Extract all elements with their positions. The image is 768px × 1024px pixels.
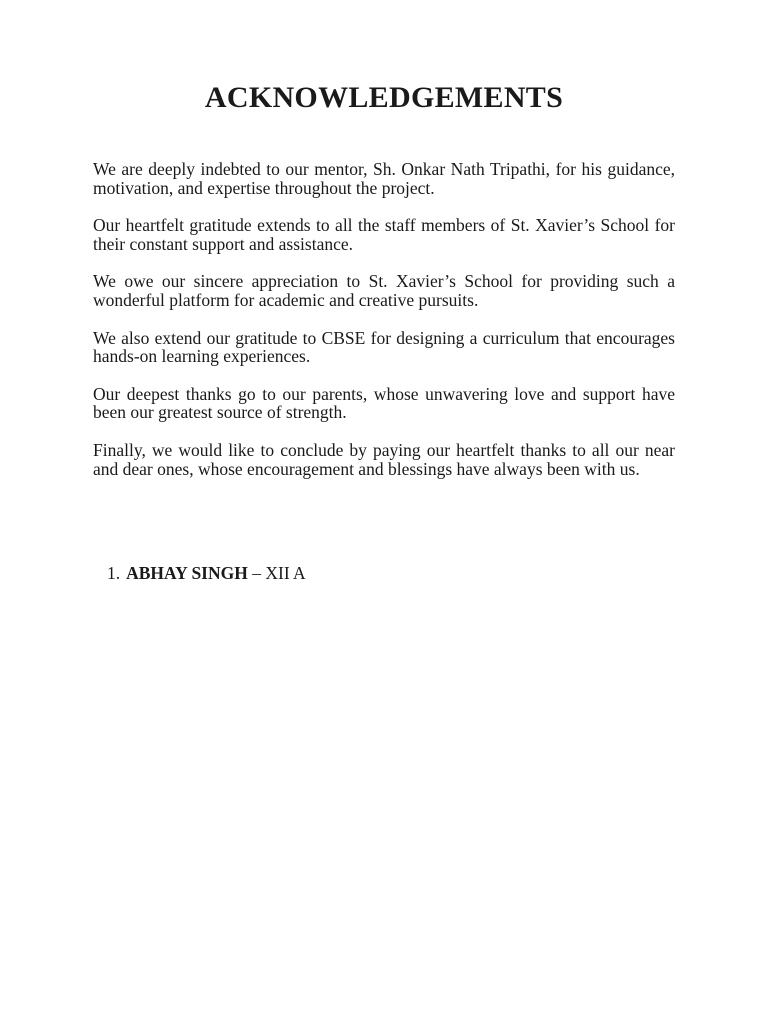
signatory-name: ABHAY SINGH — [126, 563, 248, 583]
paragraph-cbse: We also extend our gratitude to CBSE for designing a curriculum that encourages hands-on learning experiences. — [93, 327, 675, 367]
paragraph-school: We owe our sincere appreciation to St. Xavier’s School for providing such a wonderful platform for academic and creative pursuits. — [93, 271, 675, 310]
page-title: ACKNOWLEDGEMENTS — [204, 81, 564, 114]
signatory-class: XII A — [265, 563, 306, 583]
document-page — [93, 0, 675, 1024]
paragraph-closing: Finally, we would like to conclude by paying our heartfelt thanks to all our near and dear ones, whose encouragement and blessings have always been with us. — [93, 439, 675, 479]
signatory-number: 1. — [107, 563, 121, 583]
signatory-separator: – — [252, 563, 261, 583]
paragraph-staff: Our heartfelt gratitude extends to all the staff members of St. Xavier’s School for their constant support and assistance. — [93, 215, 675, 254]
paragraph-parents: Our deepest thanks go to our parents, whose unwavering love and support have been our greatest source of strength. — [93, 383, 675, 423]
paragraph-mentor: We are deeply indebted to our mentor, Sh. Onkar Nath Tripathi, for his guidance, motivation, and expertise throughout the project. — [93, 159, 675, 198]
acknowledgement-body — [93, 160, 675, 497]
list-item — [107, 563, 306, 583]
signatory-list — [107, 563, 306, 583]
